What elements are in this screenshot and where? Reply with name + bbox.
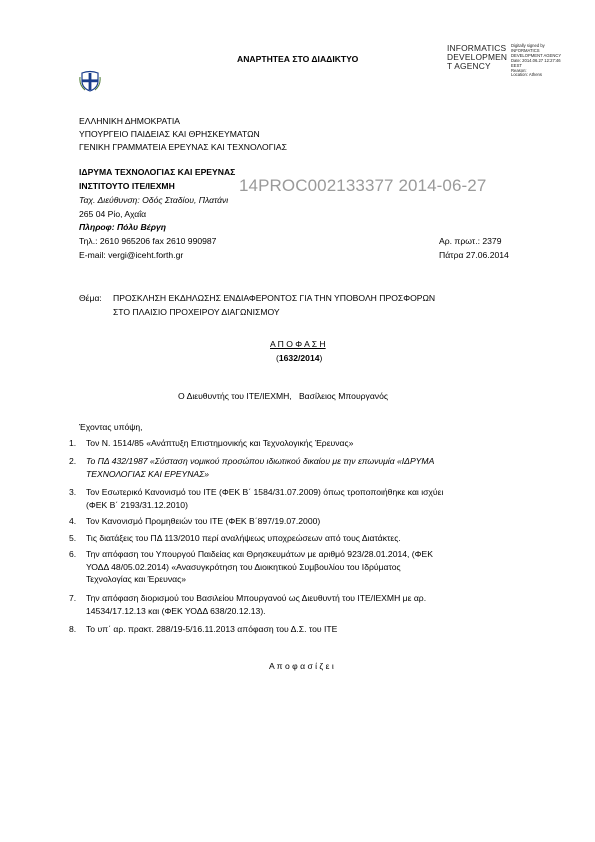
decision-number: (1632/2014) [276, 353, 323, 363]
institute-postal: 265 04 Ρίο, Αχαΐα [79, 209, 147, 219]
subject-line: ΠΡΟΣΚΛΗΣΗ ΕΚΔΗΛΩΣΗΣ ΕΝΔΙΑΦΕΡΟΝΤΟΣ ΓΙΑ ΤΗΝ ΥΠΟΒΟΛΗ ΠΡΟΣΦΟΡΩΝ [113, 293, 436, 303]
decision-title: Α Π Ο Φ Α Σ Η [270, 339, 326, 349]
signature-line: DEVELOPMENT AGENCY [511, 52, 562, 58]
signature-line: Reason: [511, 67, 527, 73]
posted-online-heading: ΑΝΑΡΤΗΤΕΑ ΣΤΟ ΔΙΑΔΙΚΤΥΟ [237, 54, 359, 64]
decides-heading: Α π ο φ α σ ί ζ ε ι [269, 661, 334, 671]
list-item: 2. Το ΠΔ 432/1987 «Σύσταση νομικού προσώπου ιδιωτικού δικαίου με την επωνυμία «ΙΔΡΥΜΑ ΤΕΧΝΟΛΟΓΙΑΣ ΚΑΙ ΕΡΕΥΝΑΣ» [69, 456, 435, 479]
signature-line: Date: 2014.06.27 12:27:46 [511, 57, 561, 63]
place-date: Πάτρα 27.06.2014 [439, 250, 509, 260]
list-item: 3. Τον Εσωτερικό Κανονισμό του ΙΤΕ (ΦΕΚ Β΄ 1584/31.07.2009) όπως τροποποιήθηκε και ισχύει (ΦΕΚ Β΄ 2193/31.12.2010) [69, 487, 444, 510]
list-item: 6. Την απόφαση του Υπουργού Παιδείας και Θρησκευμάτων με αριθμό 923/28.01.2014, (ΦΕΚ ΥΟΔΔ 48/05.02.2014) «Ανασυγκρότηση του Διοικητικού Συμβουλίου του Ιδρύματος Τεχνολογίας και Έρευνας» [69, 549, 433, 584]
director-line: Ο Διευθυντής του ΙΤΕ/ΙΕΧΜΗ, Βασίλειος Μπουργανός [178, 391, 389, 401]
signature-line: EEST [511, 62, 522, 68]
signature-line: Digitally signed by [511, 43, 545, 48]
authority-line: ΥΠΟΥΡΓΕΙΟ ΠΑΙΔΕΙΑΣ ΚΑΙ ΘΡΗΣΚΕΥΜΑΤΩΝ [79, 129, 260, 139]
director-unit: ΙΤΕ/ΙΕΧΜΗ, [246, 391, 292, 401]
subject-label: Θέμα: [79, 293, 102, 303]
list-item: 4. Τον Κανονισμό Προμηθειών του ΙΤΕ (ΦΕΚ Β΄897/19.07.2000) [69, 516, 321, 526]
institute-name: ΙΔΡΥΜΑ ΤΕΧΝΟΛΟΓΙΑΣ ΚΑΙ ΕΡΕΥΝΑΣ [79, 167, 236, 177]
institute-address: Ταχ. Διεύθυνση: Οδός Σταδίου, Πλατάνι [79, 195, 229, 205]
considering-heading: Έχοντας υπόψη, [79, 422, 143, 432]
authority-line: ΓΕΝΙΚΗ ΓΡΑΜΜΑΤΕΙΑ ΕΡΕΥΝΑΣ ΚΑΙ ΤΕΧΝΟΛΟΓΙΑΣ [79, 142, 287, 152]
signature-line: Location: Athens [511, 72, 542, 78]
list-item: 8. Το υπ΄ αρ. πρακτ. 288/19-5/16.11.2013 απόφαση του Δ.Σ. του ΙΤΕ [69, 624, 338, 634]
list-item: 1. Τον Ν. 1514/85 «Ανάπτυξη Επιστημονικής και Τεχνολογικής Έρευνας» [69, 438, 354, 448]
signature-line: INFORMATICS [511, 47, 540, 53]
director-name: Βασίλειος Μπουργανός [298, 391, 389, 401]
decision-number-value: 1632/2014 [278, 353, 320, 363]
contact-person: Πληροφ: Πόλυ Βέργη [79, 222, 166, 232]
authority-line: ΕΛΛΗΝΙΚΗ ΔΗΜΟΚΡΑΤΙΑ [79, 116, 180, 126]
list-item: 7. Την απόφαση διορισμού του Βασιλείου Μπουργανού ως Διευθυντή του ΙΤΕ/ΙΕΧΜΗ με αρ. 14534/17.12.13 και (ΦΕΚ ΥΟΔΔ 638/20.12.13). [69, 593, 427, 616]
institute-unit: ΙΝΣΤΙΤΟΥΤΟ ΙΤΕ/ΙΕΧΜΗ [79, 181, 175, 191]
subject-line: ΣΤΟ ΠΛΑΙΣΙΟ ΠΡΟΧΕΙΡΟΥ ΔΙΑΓΩΝΙΣΜΟΥ [113, 307, 280, 317]
contact-email: E-mail: vergi@iceht.forth.gr [79, 250, 184, 260]
digital-signature-org: INFORMATICS DEVELOPMEN T AGENCY [447, 43, 508, 71]
digital-signature-details [511, 44, 571, 78]
contact-phone: Τηλ.: 2610 965206 fax 2610 990987 [79, 236, 217, 246]
list-item: 5. Τις διατάξεις του ΠΔ 113/2010 περί αναλήψεως υποχρεώσεων από τους Διατάκτες. [69, 533, 401, 543]
diavgeia-code-watermark: 14PROC002133377 2014-06-27 [239, 176, 487, 195]
protocol-number: Αρ. πρωτ.: 2379 [439, 236, 502, 246]
greek-state-emblem-icon [79, 69, 101, 93]
